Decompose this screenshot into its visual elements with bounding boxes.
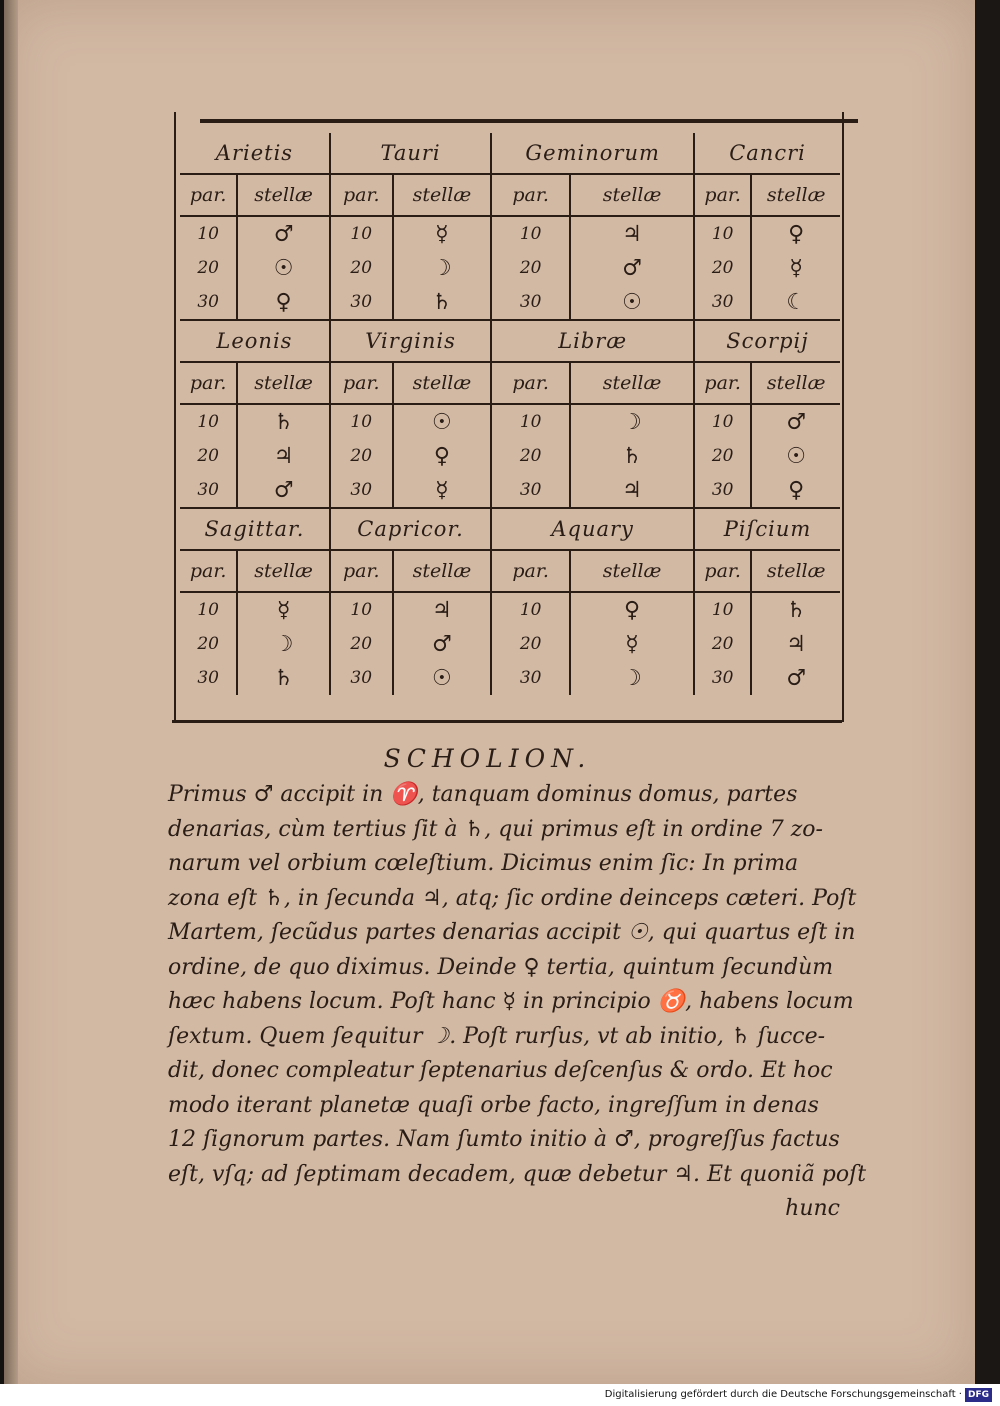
degree-cell: 10 (491, 216, 570, 251)
degree-cell: 30 (491, 473, 570, 508)
text-line: ſextum. Quem ſequitur ☽. Poſt rurſus, vt ab initio, ♄ ſucce- (168, 1023, 826, 1049)
scholion-title: SCHOLION. (383, 744, 592, 773)
planet-symbol: ♄ (570, 439, 694, 473)
par-header: par. (694, 550, 751, 592)
degree-cell: 10 (180, 216, 237, 251)
par-header: par. (180, 174, 237, 216)
planet-symbol: ☾ (786, 289, 807, 315)
planet-symbol: ♂ (393, 627, 492, 661)
planet-symbol: ☉ (237, 251, 330, 285)
degree-cell: 10 (180, 404, 237, 439)
column-header-row (180, 174, 840, 216)
planet-symbol: ☿ (393, 473, 492, 508)
text-line: narum vel orbium cœleſtium. Dicimus enim ſic: In prima (168, 851, 799, 876)
decan-row (180, 251, 840, 285)
degree-cell: 30 (491, 661, 570, 695)
degree-cell: 20 (491, 627, 570, 661)
column-header-row (180, 550, 840, 592)
scholion-body (168, 778, 867, 1227)
degree-cell: 10 (694, 592, 751, 627)
sign-name: Libræ (491, 320, 694, 362)
sign-name: Capricor. (330, 508, 491, 550)
decan-row (180, 285, 840, 320)
decan-row (180, 661, 840, 695)
planet-symbol: ♃ (393, 592, 492, 627)
planet-symbol: ♂ (570, 251, 694, 285)
par-header: par. (180, 550, 237, 592)
sign-header-row (180, 508, 840, 550)
planet-symbol: ♃ (237, 439, 330, 473)
degree-cell: 20 (330, 439, 393, 473)
degree-cell: 20 (694, 251, 751, 285)
degree-cell: 10 (180, 592, 237, 627)
planet-symbol: ♃ (570, 216, 694, 251)
degree-cell: 20 (694, 439, 751, 473)
stellae-header: stellæ (570, 550, 694, 592)
planet-symbol: ♀ (393, 439, 492, 473)
sign-header-row (180, 133, 840, 174)
text-line: hæc habens locum. Poſt hanc ☿ in principio ♉, habens locum (168, 989, 854, 1014)
page-gutter (4, 0, 18, 1384)
degree-cell: 30 (330, 473, 393, 508)
planet-symbol: ♀ (570, 592, 694, 627)
planet-symbol: ☿ (393, 216, 492, 251)
planet-symbol: ♄ (393, 285, 492, 320)
degree-cell: 20 (491, 439, 570, 473)
degree-cell: 30 (330, 285, 393, 320)
table-right-border (842, 112, 844, 722)
planet-symbol: ☉ (393, 404, 492, 439)
degree-cell: 10 (491, 592, 570, 627)
par-header: par. (491, 362, 570, 404)
planet-symbol: ☽ (393, 251, 492, 285)
planet-symbol: ♂ (786, 665, 807, 691)
stellae-header: stellæ (237, 174, 330, 216)
decan-row (180, 627, 840, 661)
degree-cell: 30 (694, 473, 751, 508)
sign-name: Cancri (729, 141, 806, 165)
par-header: par. (694, 362, 751, 404)
text-line: denarias, cùm tertius ſit à ♄, qui primus eſt in ordine 7 zo- (168, 816, 823, 842)
footer-credit: Digitalisierung gefördert durch die Deutsche Forschungsgemeinschaft · (604, 1389, 962, 1400)
degree-cell: 20 (180, 627, 237, 661)
degree-cell: 20 (491, 251, 570, 285)
degree-cell: 30 (180, 661, 237, 695)
degree-cell: 20 (694, 627, 751, 661)
degree-cell: 10 (694, 216, 751, 251)
par-header: par. (330, 550, 393, 592)
stellae-header: stellæ (393, 362, 492, 404)
planet-symbol: ♂ (237, 216, 330, 251)
degree-cell: 20 (330, 627, 393, 661)
degree-cell: 30 (694, 285, 751, 320)
sign-header-row (180, 320, 840, 362)
stellae-header: stellæ (393, 174, 492, 216)
planet-symbol: ♀ (788, 221, 805, 247)
stellae-header: stellæ (766, 560, 826, 582)
planet-symbol: ♂ (786, 409, 807, 435)
decan-row (180, 439, 840, 473)
decan-row (180, 473, 840, 508)
planet-symbol: ☿ (570, 627, 694, 661)
text-line: Primus ♂ accipit in ♈, tanquam dominus domus, partes (168, 782, 798, 807)
degree-cell: 30 (180, 473, 237, 508)
decan-row (180, 592, 840, 627)
par-header: par. (330, 174, 393, 216)
stellae-header: stellæ (393, 550, 492, 592)
par-header: par. (180, 362, 237, 404)
degree-cell: 10 (330, 216, 393, 251)
decan-rulers-table (180, 133, 840, 695)
planet-symbol: ♄ (237, 661, 330, 695)
degree-cell: 30 (330, 661, 393, 695)
text-line: dit, donec compleatur ſeptenarius deſcenſus & ordo. Et hoc (168, 1058, 833, 1083)
planet-symbol: ☽ (570, 661, 694, 695)
degree-cell: 20 (180, 439, 237, 473)
text-line: Martem, ſecũdus partes denarias accipit ☉, qui quartus eſt in (168, 920, 856, 945)
sign-name: Sagittar. (180, 508, 330, 550)
planet-symbol: ♂ (237, 473, 330, 508)
sign-name: Leonis (180, 320, 330, 362)
par-header: par. (694, 174, 751, 216)
planet-symbol: ☽ (237, 627, 330, 661)
planet-symbol: ☉ (570, 285, 694, 320)
text-line: 12 ſignorum partes. Nam ſumto initio à ♂, progreſſus factus (168, 1127, 840, 1152)
planet-symbol: ♀ (788, 477, 805, 503)
stellae-header: stellæ (237, 362, 330, 404)
catchword: hunc (785, 1196, 840, 1221)
planet-symbol: ☿ (237, 592, 330, 627)
column-header-row (180, 362, 840, 404)
planet-symbol: ☉ (786, 443, 807, 469)
degree-cell: 10 (330, 404, 393, 439)
text-line: ordine, de quo diximus. Deinde ♀ tertia, quintum ſecundùm (168, 954, 834, 980)
planet-symbol: ☽ (570, 404, 694, 439)
text-line: modo iterant planetæ quaſi orbe facto, ingreſſum in denas (168, 1092, 819, 1118)
stellae-header: stellæ (766, 184, 826, 206)
digitization-footer (0, 1384, 1000, 1406)
text-line: zona eſt ♄, in ſecunda ♃, atq; ſic ordine deinceps cæteri. Poſt (168, 885, 857, 911)
decan-row (180, 216, 840, 251)
planet-symbol: ♀ (237, 285, 330, 320)
degree-cell: 10 (491, 404, 570, 439)
degree-cell: 30 (180, 285, 237, 320)
planet-symbol: ♃ (786, 631, 807, 657)
degree-cell: 20 (330, 251, 393, 285)
sign-name: Aquary (491, 508, 694, 550)
sign-name: Geminorum (491, 133, 694, 174)
par-header: par. (491, 550, 570, 592)
degree-cell: 30 (694, 661, 751, 695)
sign-name: Piſcium (723, 517, 812, 541)
sign-name: Scorpij (726, 329, 809, 353)
par-header: par. (491, 174, 570, 216)
scan-background (975, 0, 1000, 1384)
degree-cell: 10 (330, 592, 393, 627)
planet-symbol: ♄ (237, 404, 330, 439)
degree-cell: 30 (491, 285, 570, 320)
planet-symbol: ♄ (786, 597, 807, 623)
stellae-header: stellæ (766, 372, 826, 394)
sign-name: Tauri (330, 133, 491, 174)
sign-name: Virginis (330, 320, 491, 362)
degree-cell: 20 (180, 251, 237, 285)
degree-cell: 10 (694, 404, 751, 439)
par-header: par. (330, 362, 393, 404)
table-left-border (174, 112, 176, 722)
planet-symbol: ☿ (789, 255, 803, 281)
sign-name: Arietis (180, 133, 330, 174)
stellae-header: stellæ (237, 550, 330, 592)
text-line: eſt, vſq; ad ſeptimam decadem, quæ debetur ♃. Et quoniã poſt (168, 1161, 867, 1187)
planet-symbol: ☉ (393, 661, 492, 695)
dfg-logo: DFG (965, 1388, 992, 1402)
table-top-rule (200, 119, 858, 123)
planet-symbol: ♃ (570, 473, 694, 508)
decan-row (180, 404, 840, 439)
table-bottom-rule (172, 720, 842, 723)
stellae-header: stellæ (570, 362, 694, 404)
stellae-header: stellæ (570, 174, 694, 216)
